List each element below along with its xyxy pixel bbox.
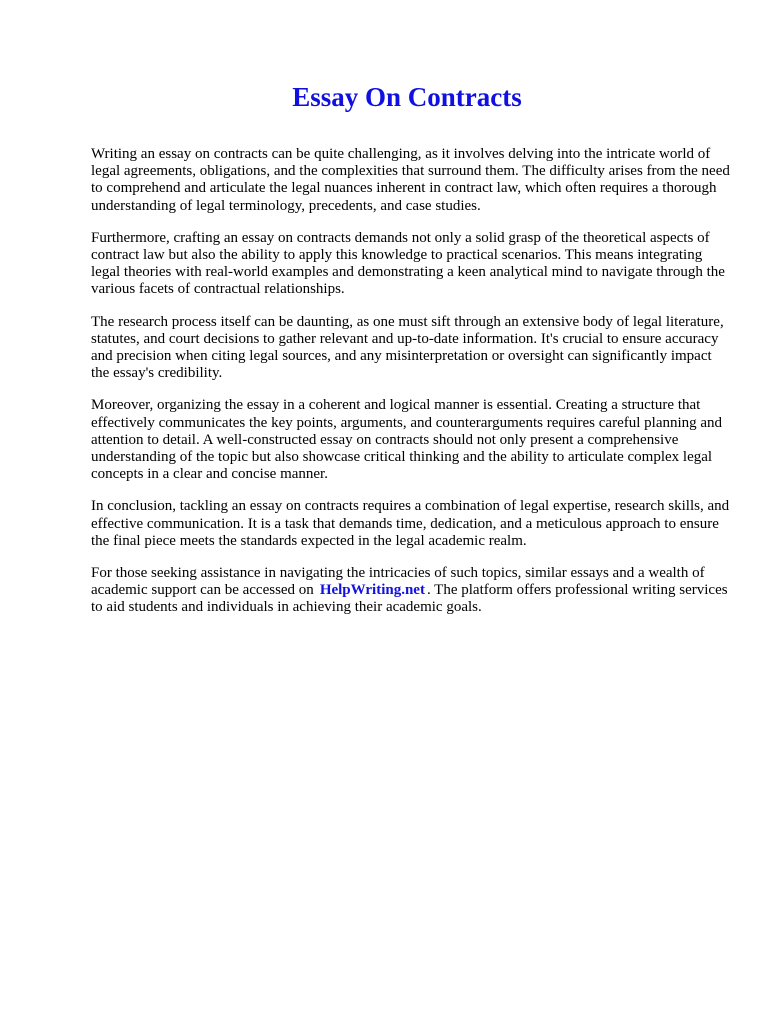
essay-body [91, 146, 731, 632]
page-title: Essay On Contracts [292, 82, 522, 112]
closing-text-before-link: For those seeking assistance in navigating the intricacies of such topics, similar essays and a wealth of academic support can be accessed on [91, 565, 705, 599]
paragraph-closing [91, 565, 731, 617]
helpwriting-link[interactable]: HelpWriting.net [319, 582, 425, 599]
paragraph-conclusion: In conclusion, tackling an essay on contracts requires a combination of legal expertise, research skills, and effective communication. It is a task that demands time, dedication, and a meticulous approach to ensure the final piece meets the standards expected in the legal academic realm. [91, 498, 730, 549]
paragraph-intro: Writing an essay on contracts can be quite challenging, as it involves delving into the intricate world of legal agreements, obligations, and the complexities that surround them. The difficulty arises from the need to comprehend and articulate the legal nuances inherent in contract law, which often requires a thorough understanding of legal terminology, precedents, and case studies. [91, 146, 730, 214]
paragraph-furthermore: Furthermore, crafting an essay on contracts demands not only a solid grasp of the theoretical aspects of contract law but also the ability to apply this knowledge to practical scenarios. This means integrating legal theories with real-world examples and demonstrating a keen analytical mind to navigate through the various facets of contractual relationships. [91, 229, 725, 298]
closing-text-after-link: . The platform offers professional writing services to aid students and individuals in achieving their academic goals. [91, 582, 728, 616]
paragraph-organizing: Moreover, organizing the essay in a coherent and logical manner is essential. Creating a structure that effectively communicates the key points, arguments, and counterarguments requires careful planning and attention to detail. A well-constructed essay on contracts should not only present a comprehensive understanding of the topic but also showcase critical thinking and the ability to articulate complex legal concepts in a clear and concise manner. [91, 397, 723, 483]
paragraph-research: The research process itself can be daunting, as one must sift through an extensive body of legal literature, statutes, and court decisions to gather relevant and up-to-date information. It's crucial to ensure accuracy and precision when citing legal sources, and any misinterpretation or oversight can significantly impact the essay's credibility. [91, 313, 724, 382]
